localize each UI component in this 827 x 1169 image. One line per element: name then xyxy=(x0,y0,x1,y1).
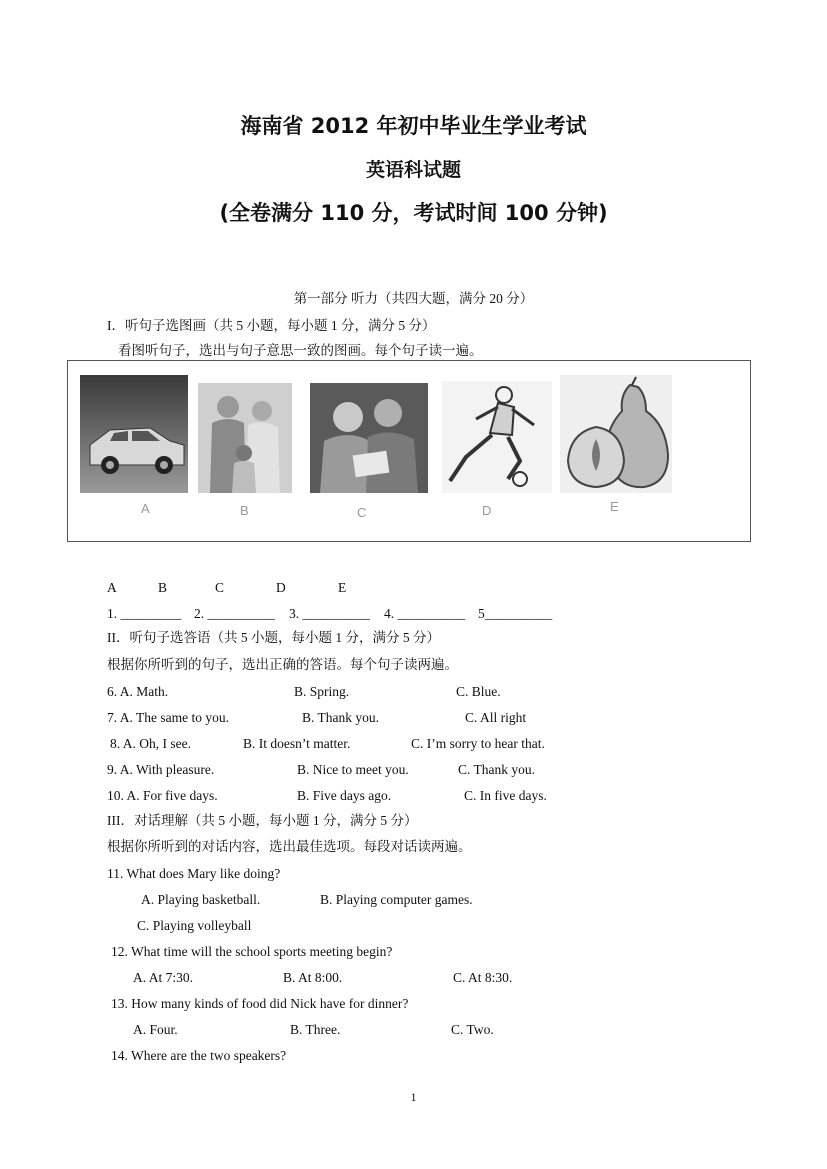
q10-option-a: 10. A. For five days. xyxy=(107,788,218,803)
q11-option-b: B. Playing computer games. xyxy=(320,892,473,907)
q6-option-a: 6. A. Math. xyxy=(107,684,169,699)
q11-option-a: A. Playing basketball. xyxy=(141,892,261,907)
section3-heading: III．对话理解（共 5 小题，每小题 1 分，满分 5 分） xyxy=(107,813,418,828)
exam-title: 海南省 2012 年初中毕业生学业考试 xyxy=(240,114,587,138)
q14-stem: 14. Where are the two speakers? xyxy=(111,1048,287,1063)
picture-label-d: D xyxy=(482,503,492,518)
part1-title: 第一部分 听力（共四大题，满分 20 分） xyxy=(293,291,534,306)
q9-option-a: 9. A. With pleasure. xyxy=(107,762,215,777)
q12-option-c: C. At 8:30. xyxy=(453,970,513,985)
q7-option-a: 7. A. The same to you. xyxy=(107,710,229,725)
picture-label-e: E xyxy=(610,499,619,514)
answer-blank-5[interactable]: 5__________ xyxy=(478,606,553,621)
answer-letter-e: E xyxy=(338,580,347,595)
section1-heading: I．听句子选图画（共 5 小题，每小题 1 分，满分 5 分） xyxy=(107,318,436,333)
q9-option-c: C. Thank you. xyxy=(458,762,535,777)
picture-c-reading xyxy=(310,383,428,493)
picture-label-b: B xyxy=(240,503,249,518)
picture-b-family xyxy=(198,383,292,493)
answer-letter-a: A xyxy=(107,580,117,595)
q12-option-b: B. At 8:00. xyxy=(283,970,343,985)
q13-option-c: C. Two. xyxy=(451,1022,494,1037)
q11-option-c: C. Playing volleyball xyxy=(137,918,252,933)
q6-option-c: C. Blue. xyxy=(456,684,501,699)
q10-option-b: B. Five days ago. xyxy=(297,788,392,803)
q10-option-c: C. In five days. xyxy=(464,788,547,803)
picture-panel xyxy=(67,360,751,542)
q8-option-c: C. I’m sorry to hear that. xyxy=(411,736,545,751)
answer-letter-d: D xyxy=(276,580,286,595)
q13-option-b: B. Three. xyxy=(290,1022,341,1037)
section2-instruction: 根据你所听到的句子，选出正确的答语。每个句子读两遍。 xyxy=(107,657,458,672)
q11-stem: 11. What does Mary like doing? xyxy=(107,866,281,881)
picture-label-a: A xyxy=(141,501,150,516)
subject-title: 英语科试题 xyxy=(365,159,461,181)
q13-stem: 13. How many kinds of food did Nick have for dinner? xyxy=(111,996,409,1011)
q6-option-b: B. Spring. xyxy=(294,684,350,699)
q8-option-b: B. It doesn’t matter. xyxy=(243,736,351,751)
q12-stem: 12. What time will the school sports meeting begin? xyxy=(111,944,393,959)
answer-letter-c: C xyxy=(215,580,225,595)
section1-instruction: 看图听句子，选出与句子意思一致的图画。每个句子读一遍。 xyxy=(118,343,483,358)
section3-instruction: 根据你所听到的对话内容，选出最佳选项。每段对话读两遍。 xyxy=(107,839,472,854)
q7-option-b: B. Thank you. xyxy=(302,710,379,725)
picture-label-c: C xyxy=(357,505,367,520)
answer-blank-4[interactable]: 4. __________ xyxy=(384,606,465,621)
answer-letter-b: B xyxy=(158,580,168,595)
q9-option-b: B. Nice to meet you. xyxy=(297,762,409,777)
exam-info: (全卷满分 110 分，考试时间 100 分钟) xyxy=(219,201,608,225)
picture-d-football xyxy=(442,381,552,493)
picture-e-pear xyxy=(560,375,672,493)
answer-blank-1[interactable]: 1. _________ xyxy=(107,606,182,621)
picture-a-car xyxy=(80,375,188,493)
q12-option-a: A. At 7:30. xyxy=(133,970,194,985)
section2-heading: II．听句子选答语（共 5 小题，每小题 1 分，满分 5 分） xyxy=(107,630,440,645)
page-number: 1 xyxy=(410,1090,417,1104)
q7-option-c: C. All right xyxy=(465,710,527,725)
q8-option-a: 8. A. Oh, I see. xyxy=(110,736,191,751)
answer-blank-3[interactable]: 3. __________ xyxy=(289,606,370,621)
q13-option-a: A. Four. xyxy=(133,1022,178,1037)
answer-blank-2[interactable]: 2. __________ xyxy=(194,606,275,621)
